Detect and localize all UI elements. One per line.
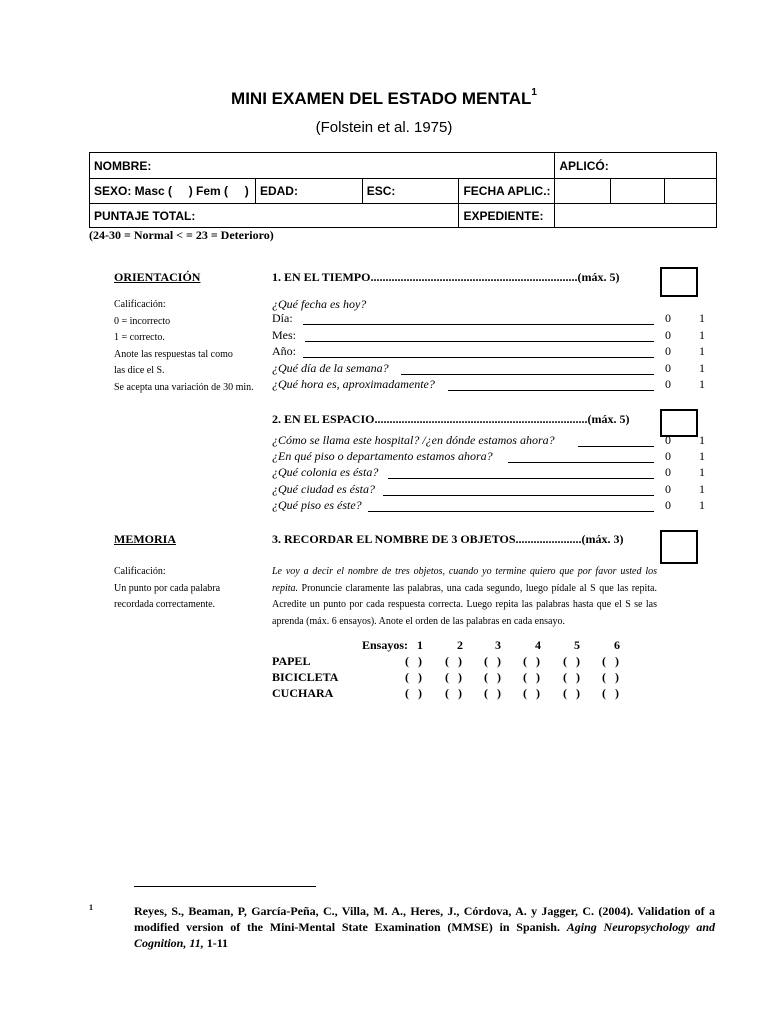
hospital-score[interactable]: 0 1 xyxy=(665,433,705,447)
colonia-question: ¿Qué colonia es ésta? xyxy=(272,465,379,479)
footnote-number: 1 xyxy=(89,903,93,912)
tiempo-score-box[interactable] xyxy=(660,267,698,297)
fecha-day-cell[interactable] xyxy=(555,179,611,204)
tiempo-intro: ¿Qué fecha es hoy? xyxy=(272,297,367,311)
trial-slot[interactable]: ( ) xyxy=(445,654,462,668)
trial-slot[interactable]: ( ) xyxy=(523,670,540,684)
ensayo-number: 5 xyxy=(574,638,580,652)
piso-answer-line[interactable] xyxy=(368,511,654,512)
piso-question: ¿Qué piso es éste? xyxy=(272,498,362,512)
colonia-answer-line[interactable] xyxy=(388,478,654,479)
memoria-notes xyxy=(114,564,220,614)
footnote xyxy=(89,900,715,951)
ciudad-question: ¿Qué ciudad es ésta? xyxy=(272,482,375,496)
memoria-heading: 3. RECORDAR EL NOMBRE DE 3 OBJETOS......................(máx. 3) xyxy=(272,532,624,546)
dia-semana-answer-line[interactable] xyxy=(401,374,654,375)
footnote-separator xyxy=(134,886,316,887)
trial-slot[interactable]: ( ) xyxy=(563,686,580,700)
ensayos-label: Ensayos: xyxy=(362,638,409,652)
object-label-papel: PAPEL xyxy=(272,654,311,668)
mes-label: Mes: xyxy=(272,328,296,342)
mes-answer-line[interactable] xyxy=(305,341,654,342)
trial-slot[interactable]: ( ) xyxy=(563,654,580,668)
hospital-question: ¿Cómo se llama este hospital? /¿en dónde estamos ahora? xyxy=(272,433,555,447)
piso-depto-score[interactable]: 0 1 xyxy=(665,449,705,463)
trial-slot[interactable]: ( ) xyxy=(563,670,580,684)
ciudad-score[interactable]: 0 1 xyxy=(665,482,705,496)
note-line: recordada correctamente. xyxy=(114,599,216,610)
ensayo-number: 1 xyxy=(417,638,423,652)
trial-slot[interactable]: ( ) xyxy=(523,654,540,668)
footnote-pages: 1-11 xyxy=(203,936,229,950)
page-title: MINI EXAMEN DEL ESTADO MENTAL$^1$ xyxy=(231,87,537,108)
footnote-citation: Reyes, S., Beaman, P, García-Peña, C., Villa, M. A., Heres, J., Córdova, A. y Jagger, C. (2004). Validation of a modified version of the Mini-Mental State Examination (MMSE) in Spanish. xyxy=(134,904,715,934)
fecha-aplic-label: FECHA APLIC.: xyxy=(459,179,555,204)
hora-question: ¿Qué hora es, aproximadamente? xyxy=(272,377,435,391)
note-line: 1 = correcto. xyxy=(114,332,165,343)
trial-slot[interactable]: ( ) xyxy=(405,670,422,684)
orientacion-notes xyxy=(114,297,254,396)
patient-info-table xyxy=(89,152,717,228)
ensayo-number: 6 xyxy=(614,638,620,652)
trial-slot[interactable]: ( ) xyxy=(445,686,462,700)
hora-answer-line[interactable] xyxy=(448,390,654,391)
ano-label: Año: xyxy=(272,344,296,358)
mes-score[interactable]: 0 1 xyxy=(665,328,705,342)
footnote-journal: Aging Neuropsychology and Cognition, 11, xyxy=(134,920,715,950)
piso-score[interactable]: 0 1 xyxy=(665,498,705,512)
note-line: las dice el S. xyxy=(114,365,165,376)
piso-depto-answer-line[interactable] xyxy=(508,462,654,463)
nombre-field[interactable]: NOMBRE: xyxy=(90,153,555,179)
memoria-title: MEMORIA xyxy=(114,532,176,546)
hospital-answer-line[interactable] xyxy=(578,446,654,447)
trial-slot[interactable]: ( ) xyxy=(445,670,462,684)
trial-slot[interactable]: ( ) xyxy=(484,654,501,668)
trial-slot[interactable]: ( ) xyxy=(602,654,619,668)
ano-answer-line[interactable] xyxy=(303,357,654,358)
trial-slot[interactable]: ( ) xyxy=(405,686,422,700)
expediente-label: EXPEDIENTE: xyxy=(459,204,555,228)
fecha-month-cell[interactable] xyxy=(611,179,665,204)
fecha-year-cell[interactable] xyxy=(665,179,717,204)
note-line: Anote las respuestas tal como xyxy=(114,348,233,360)
trial-slot[interactable]: ( ) xyxy=(523,686,540,700)
note-line: Un punto por cada palabra xyxy=(114,582,221,594)
page-subtitle: (Folstein et al. 1975) xyxy=(315,119,453,136)
dia-semana-score[interactable]: 0 1 xyxy=(665,361,705,375)
esc-field[interactable]: ESC: xyxy=(362,179,459,204)
trial-slot[interactable]: ( ) xyxy=(602,670,619,684)
dia-score[interactable]: 0 1 xyxy=(665,311,705,325)
hora-score[interactable]: 0 1 xyxy=(665,377,705,391)
footnote-marker: 1 xyxy=(531,87,537,99)
dia-label: Día: xyxy=(272,311,293,325)
edad-field[interactable]: EDAD: xyxy=(255,179,362,204)
object-label-bicicleta: BICICLETA xyxy=(272,670,339,684)
object-label-cuchara: CUCHARA xyxy=(272,686,334,700)
expediente-field[interactable] xyxy=(555,204,717,228)
trial-slot[interactable]: ( ) xyxy=(602,686,619,700)
memoria-score-box[interactable] xyxy=(660,530,698,564)
piso-depto-question: ¿En qué piso o departamento estamos ahora? xyxy=(272,449,493,463)
ano-score[interactable]: 0 1 xyxy=(665,344,705,358)
note-line: Se acepta una variación de 30 min. xyxy=(114,381,254,393)
trial-slot[interactable]: ( ) xyxy=(484,670,501,684)
orientacion-title: ORIENTACIÓN xyxy=(114,270,201,284)
puntaje-total-field[interactable]: PUNTAJE TOTAL: xyxy=(90,204,459,228)
trial-slot[interactable]: ( ) xyxy=(405,654,422,668)
ciudad-answer-line[interactable] xyxy=(383,495,654,496)
ensayo-number: 3 xyxy=(495,638,501,652)
ensayo-number: 4 xyxy=(535,638,541,652)
colonia-score[interactable]: 0 1 xyxy=(665,465,705,479)
trial-slot[interactable]: ( ) xyxy=(484,686,501,700)
score-range-note: (24-30 = Normal < = 23 = Deterioro) xyxy=(89,228,274,242)
ensayo-number: 2 xyxy=(457,638,463,652)
note-line: 0 = incorrecto xyxy=(114,315,171,327)
sexo-field[interactable]: SEXO: Masc ( ) Fem ( ) xyxy=(90,179,256,204)
memoria-instructions: Le voy a decir el nombre de tres objetos, cuando yo termine quiero que por favor usted los repita. Pronuncie claramente las palabras, una cada segundo, luego pídale al S que las repita. Acredite un punto por cada respuesta correcta. Luego repita las palabras hasta que el S se las aprenda (máx. 6 ensayos). Anote el orden de las palabras en cada ensayo. xyxy=(272,566,657,627)
espacio-heading: 2. EN EL ESPACIO.......................................................................(máx. 5) xyxy=(272,412,630,426)
note-line: Calificación: xyxy=(114,566,166,577)
tiempo-heading: 1. EN EL TIEMPO.....................................................................(máx. 5) xyxy=(272,270,620,284)
dia-answer-line[interactable] xyxy=(303,324,654,325)
note-line: Calificación: xyxy=(114,299,166,310)
aplico-field[interactable]: APLICÓ: xyxy=(555,153,717,179)
dia-semana-question: ¿Qué día de la semana? xyxy=(272,361,389,375)
